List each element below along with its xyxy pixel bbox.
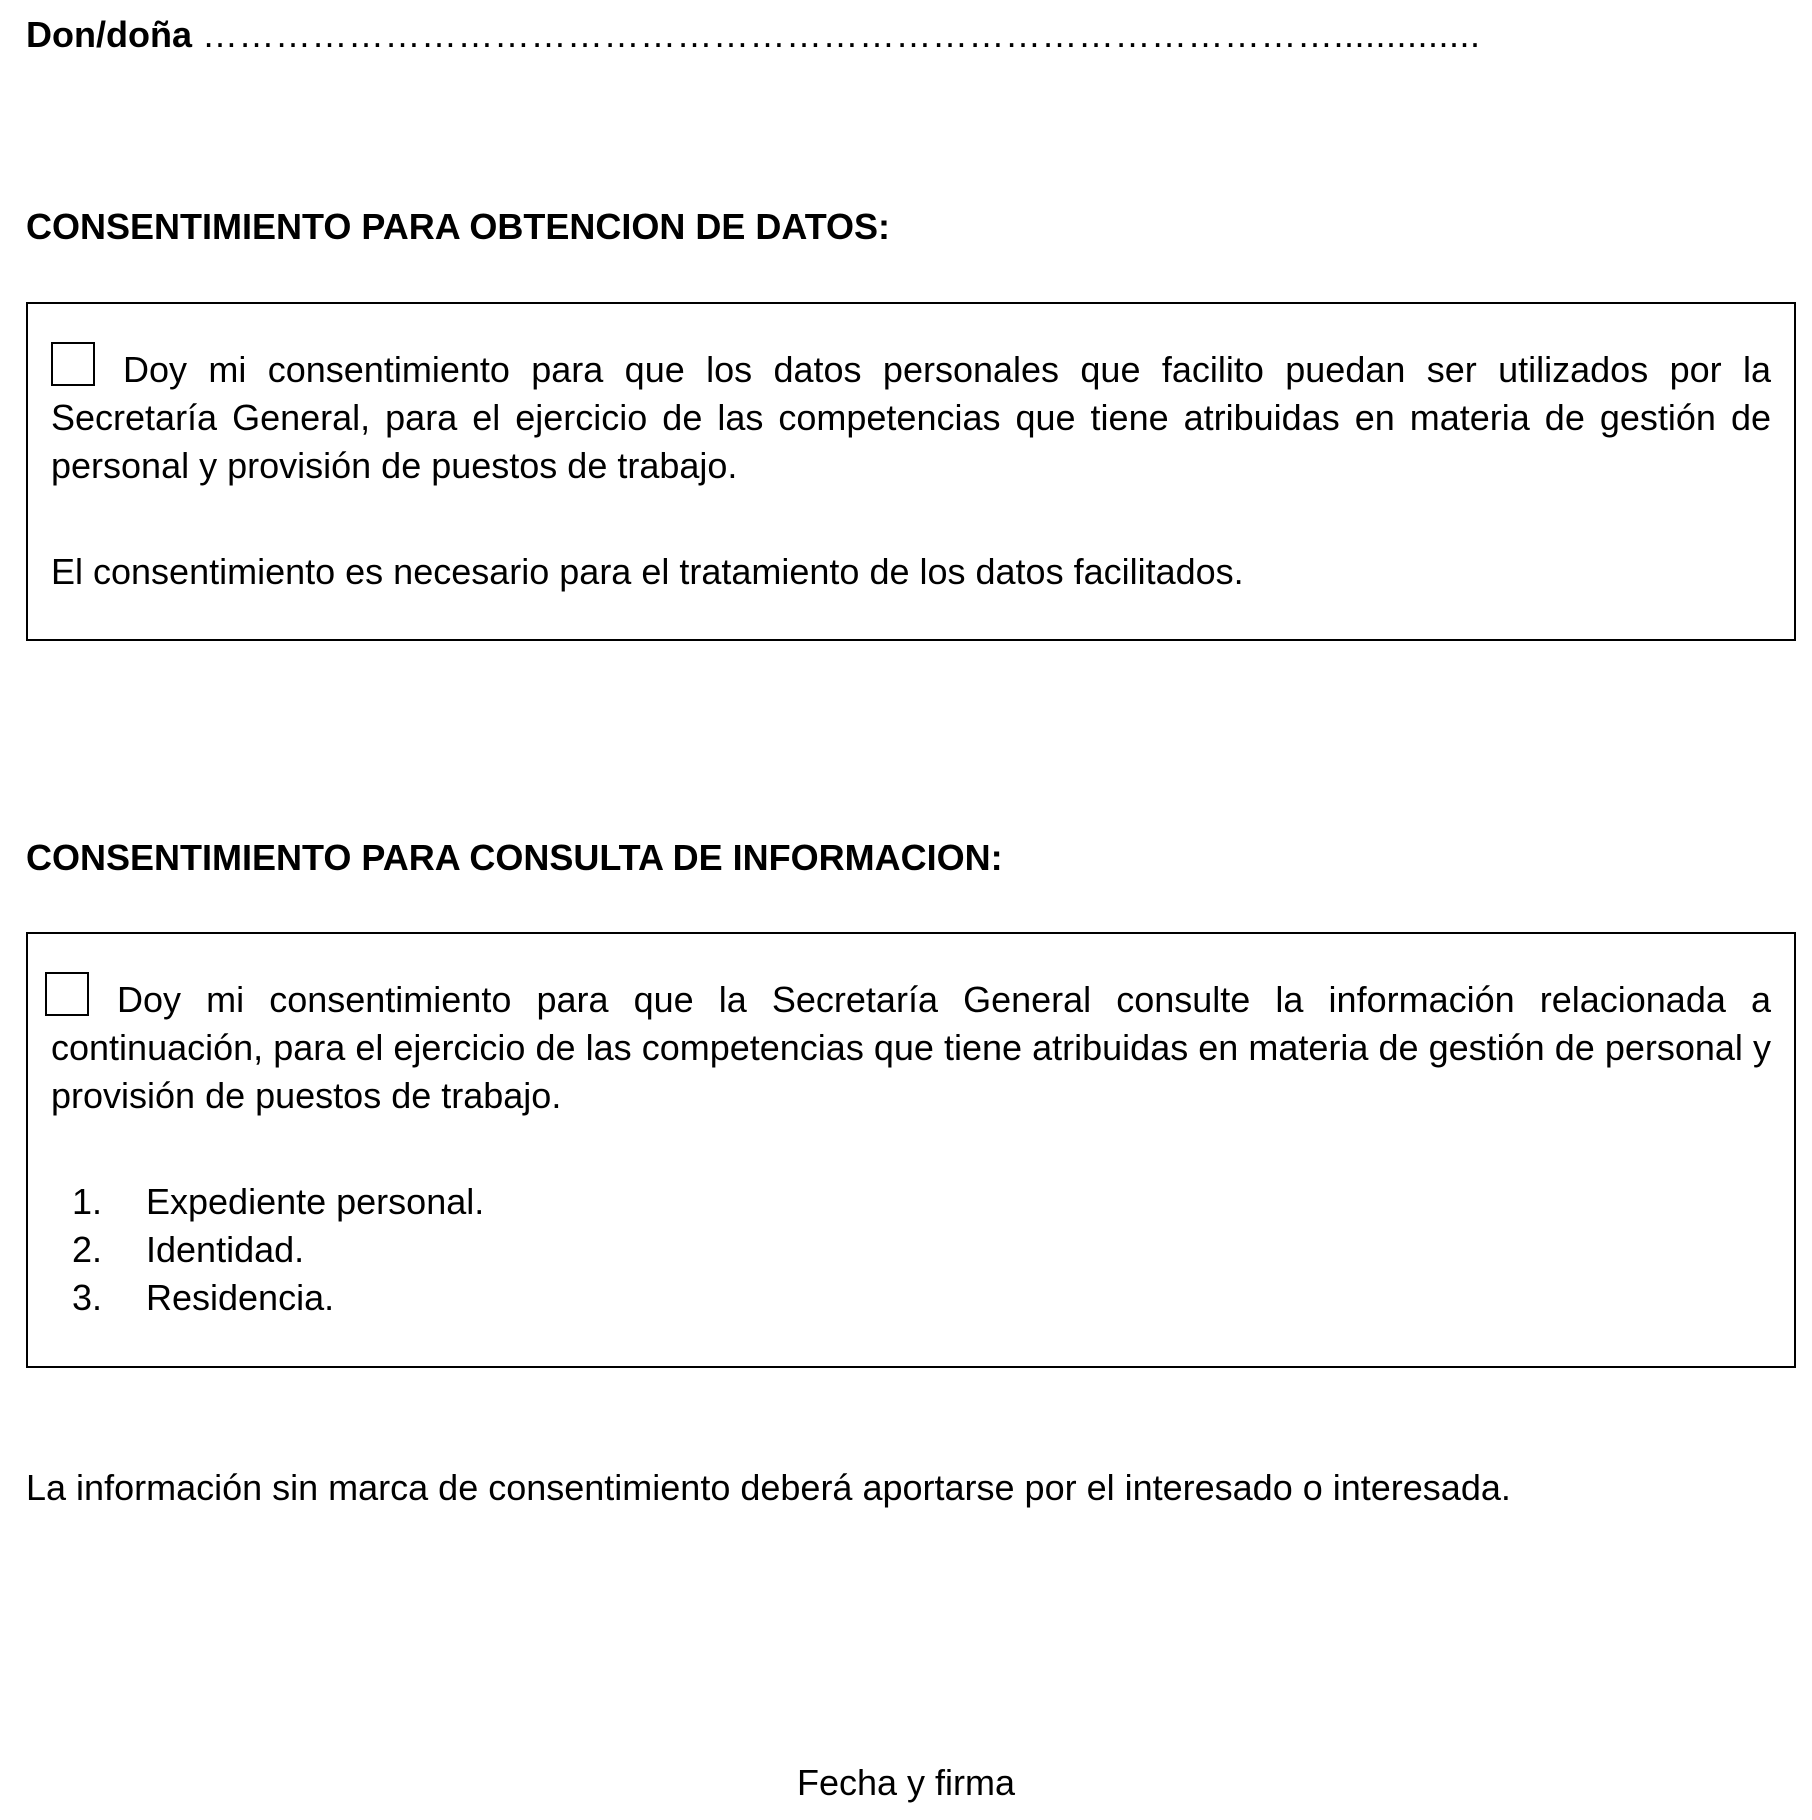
list-item <box>72 1178 484 1226</box>
list-item-label: Identidad. <box>146 1229 305 1270</box>
consent-paragraph-data-collection <box>51 342 1771 490</box>
list-item <box>72 1226 484 1274</box>
name-line <box>26 14 1786 56</box>
consent-checkbox-data-collection[interactable] <box>51 342 95 386</box>
list-item <box>72 1274 484 1322</box>
unmarked-information-notice: La información sin marca de consentimiento deberá aportarse por el interesado o interesada. <box>26 1467 1511 1508</box>
consent-box-information-query <box>26 932 1796 1368</box>
consent-box-data-collection <box>26 302 1796 641</box>
list-item-label: Residencia. <box>146 1277 335 1318</box>
information-list <box>72 1178 484 1322</box>
consent-note: El consentimiento es necesario para el tratamiento de los datos facilitados. <box>51 551 1244 592</box>
name-label: Don/doña <box>26 14 192 55</box>
consent-checkbox-information-query[interactable] <box>45 972 89 1016</box>
section-heading-information-query: CONSENTIMIENTO PARA CONSULTA DE INFORMACION: <box>26 837 1003 878</box>
list-item-number: 3. <box>72 1277 103 1318</box>
name-fill-dots[interactable]: ………………………………………………………………………………….............. <box>202 14 1481 55</box>
section-heading-data-collection: CONSENTIMIENTO PARA OBTENCION DE DATOS: <box>26 206 891 247</box>
consent-text-data-collection: Doy mi consentimiento para que los datos personales que facilito puedan ser utilizados por la Secretaría General, para el ejercicio de las competencias que tiene atribuidas en materia de gestión de personal y provisión de puestos de trabajo. <box>51 349 1771 486</box>
list-item-number: 1. <box>72 1181 103 1222</box>
consent-paragraph-information-query <box>51 972 1771 1120</box>
list-item-number: 2. <box>72 1229 103 1270</box>
list-item-label: Expediente personal. <box>146 1181 485 1222</box>
consent-text-information-query: Doy mi consentimiento para que la Secretaría General consulte la información relacionada a continuación, para el ejercicio de las competencias que tiene atribuidas en materia de gestión de personal y provisión de puestos de trabajo. <box>51 979 1771 1116</box>
date-and-signature-label: Fecha y firma <box>796 1762 1016 1803</box>
